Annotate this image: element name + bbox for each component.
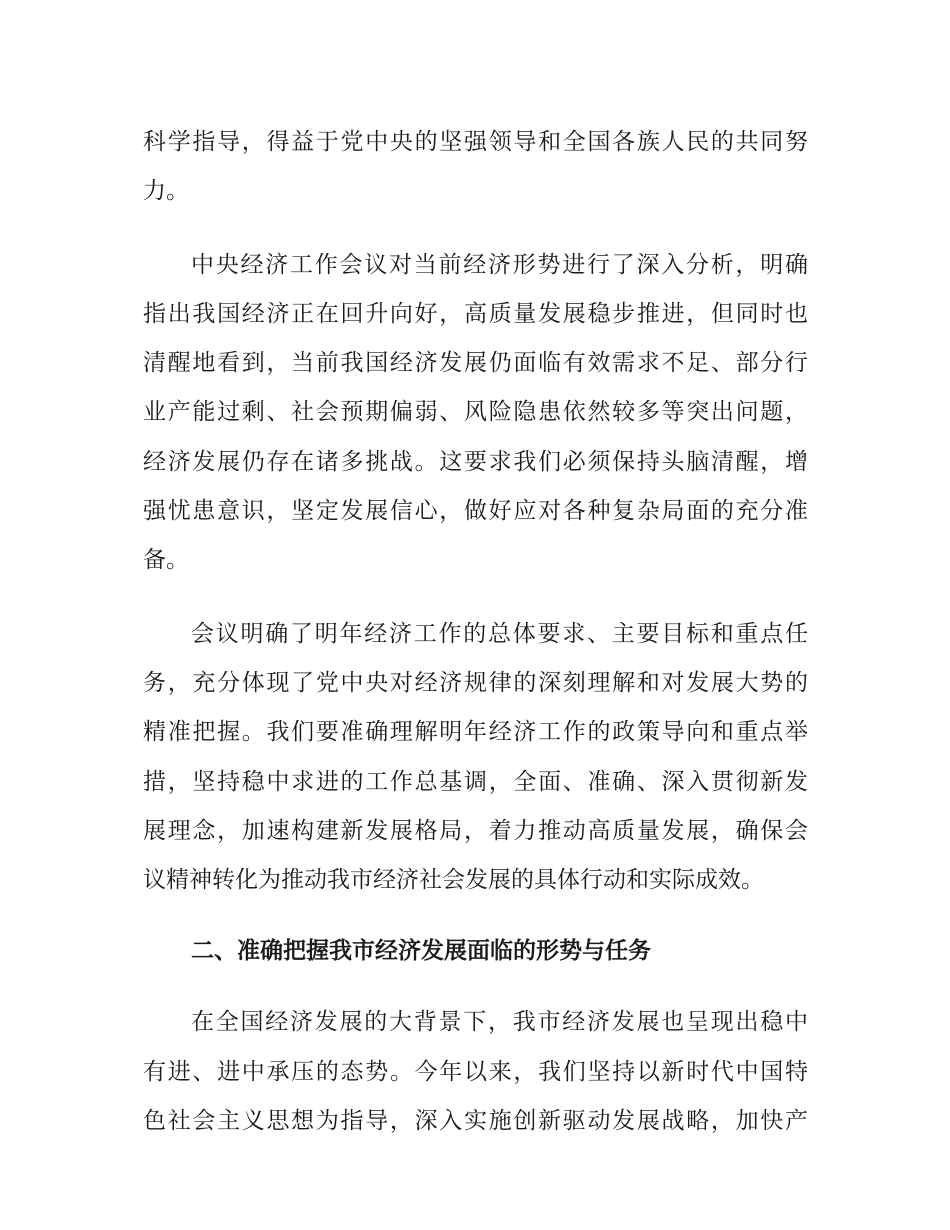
text-line: 有进、进中承压的态势。今年以来，我们坚持以新时代中国特: [143, 1058, 808, 1085]
text-line: 会议明确了明年经济工作的总体要求、主要目标和重点任: [191, 620, 808, 647]
text-line: 科学指导，得益于党中央的坚强领导和全国各族人民的共同努: [143, 129, 808, 155]
paragraph-2: [143, 241, 808, 586]
text-line: 精准把握。我们要准确理解明年经济工作的政策导向和重点举: [143, 719, 808, 746]
text-line: 中央经济工作会议对当前经济形势进行了深入分析，明确: [191, 251, 808, 278]
text-line: 在全国经济发展的大背景下，我市经济发展也呈现出稳中: [191, 1009, 808, 1036]
paragraph-3: [143, 610, 808, 906]
text-line: 措，坚持稳中求进的工作总基调，全面、准确、深入贯彻新发: [143, 768, 808, 795]
text-line: 色社会主义思想为指导，深入实施创新驱动发展战略，加快产: [143, 1108, 808, 1135]
section-heading: 二、准确把握我市经济发展面临的形势与任务: [191, 938, 651, 965]
text-line: 清醒地看到，当前我国经济发展仍面临有效需求不足、部分行: [143, 350, 808, 377]
paragraph-4: [143, 998, 808, 1146]
text-line: 备。: [143, 547, 189, 574]
text-line: 强忧患意识，坚定发展信心，做好应对各种复杂局面的充分准: [143, 498, 808, 525]
text-line: 力。: [143, 178, 189, 205]
text-line: 经济发展仍存在诸多挑战。这要求我们必须保持头脑清醒，增: [143, 448, 808, 475]
text-line: 议精神转化为推动我市经济社会发展的具体行动和实际成效。: [143, 867, 764, 894]
text-line: 业产能过剩、社会预期偏弱、风险隐患依然较多等突出问题，: [143, 399, 808, 426]
paragraph-1: [143, 118, 808, 217]
document-page: [143, 118, 808, 1146]
text-line: 务，充分体现了党中央对经济规律的深刻理解和对发展大势的: [143, 669, 808, 696]
text-line: 指出我国经济正在回升向好，高质量发展稳步推进，但同时也: [143, 300, 808, 327]
text-line: 展理念，加速构建新发展格局，着力推动高质量发展，确保会: [143, 817, 808, 844]
